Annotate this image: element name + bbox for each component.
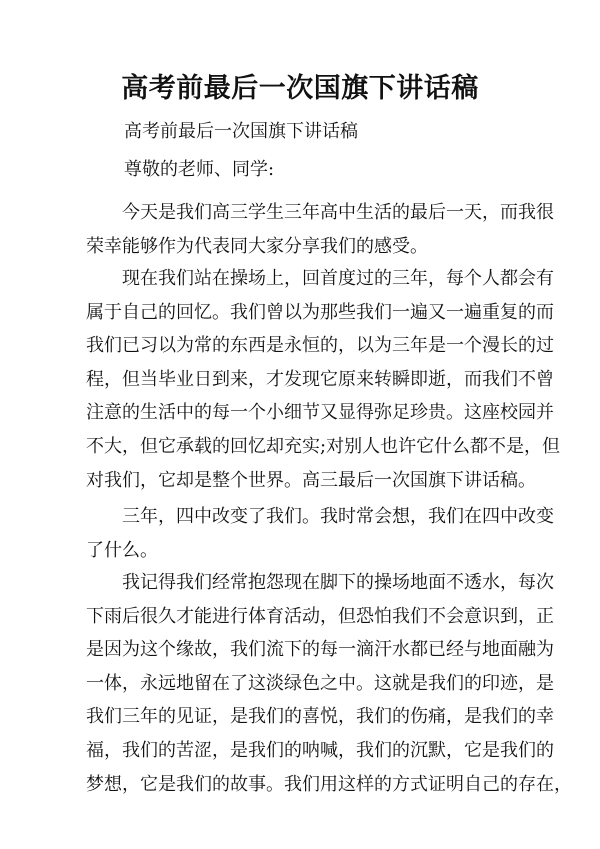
paragraph-3	[86, 500, 554, 567]
paragraph-line: 三年，四中改变了我们。我时常会想，我们在四中改变	[122, 506, 554, 527]
paragraph-line: 我们三年的见证，是我们的喜悦，我们的伤痛，是我们的幸	[86, 706, 554, 728]
document-title: 高考前最后一次国旗下讲话稿	[121, 73, 479, 104]
paragraph-2	[86, 262, 561, 497]
paragraph-line: 程，但当毕业日到来，才发现它原来转瞬即逝，而我们不曾	[86, 368, 554, 390]
paragraph-line: 荣幸能够作为代表同大家分享我们的感受。	[86, 235, 428, 257]
paragraph-line: 一体，永远地留在了这淡绿色之中。这就是我们的印迹，是	[86, 672, 554, 694]
paragraph-line: 福，我们的苦涩，是我们的呐喊，我们的沉默，它是我们的	[86, 739, 554, 761]
paragraph-line: 我记得我们经常抱怨现在脚下的操场地面不透水，每次	[122, 572, 554, 593]
paragraph-line: 属于自己的回忆。我们曾以为那些我们一遍又一遍重复的而	[86, 301, 554, 323]
paragraph-line: 不大，但它承载的回忆却充实;对别人也许它什么都不是，但	[86, 435, 561, 457]
paragraph-line: 我们已习以为常的东西是永恒的，以为三年是一个漫长的过	[86, 335, 554, 357]
paragraph-4	[86, 566, 572, 801]
paragraph-line: 梦想，它是我们的故事。我们用这样的方式证明自己的存在，	[86, 773, 572, 795]
paragraph-line: 下雨后很久才能进行体育活动，但恐怕我们不会意识到，正	[86, 605, 554, 627]
paragraph-line: 是因为这个缘故，我们流下的每一滴汗水都已经与地面融为	[86, 639, 554, 661]
paragraph-line: 今天是我们高三学生三年高中生活的最后一天，而我很	[122, 202, 554, 223]
paragraph-1	[86, 196, 554, 263]
paragraph-line: 了什么。	[86, 539, 158, 561]
document-subtitle: 高考前最后一次国旗下讲话稿	[124, 121, 358, 142]
greeting-line: 尊敬的老师、同学:	[124, 159, 275, 180]
paragraph-line: 对我们，它却是整个世界。高三最后一次国旗下讲话稿。	[86, 469, 536, 491]
paragraph-line: 注意的生活中的每一个小细节又显得弥足珍贵。这座校园并	[86, 402, 554, 424]
paragraph-line: 现在我们站在操场上，回首度过的三年，每个人都会有	[122, 268, 554, 289]
